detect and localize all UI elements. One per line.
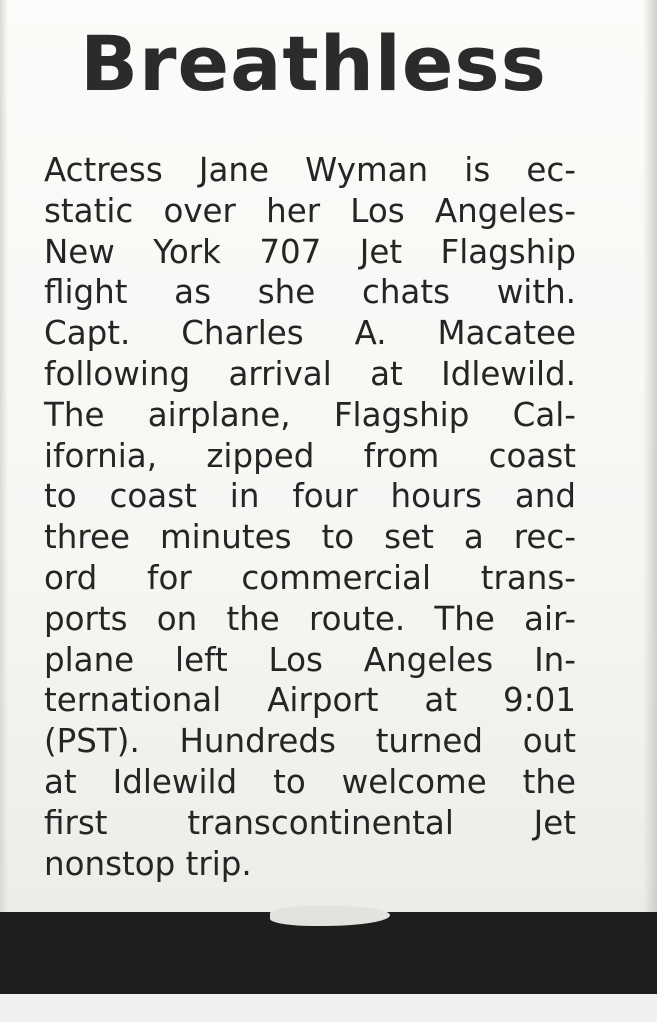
article-line: at Idlewild to welcome the bbox=[44, 762, 576, 801]
article-line: The airplane, Flagship Cal- bbox=[44, 395, 576, 434]
headline: Breathless bbox=[80, 19, 547, 108]
article-line: ports on the route. The air- bbox=[44, 599, 576, 638]
article-body bbox=[44, 150, 576, 884]
article-line: plane left Los Angeles In- bbox=[44, 640, 576, 679]
article-line: ternational Airport at 9:01 bbox=[44, 681, 576, 720]
article-line: static over her Los Angeles- bbox=[44, 191, 576, 230]
article-line: nonstop trip. bbox=[44, 844, 252, 883]
article-line: three minutes to set a rec- bbox=[44, 518, 576, 557]
article-line: Capt. Charles A. Macatee bbox=[44, 314, 576, 353]
article-line: flight as she chats with. bbox=[44, 273, 576, 312]
scan-bottom-margin bbox=[0, 994, 657, 1022]
article-line: ifornia, zipped from coast bbox=[44, 436, 576, 475]
article-line: New York 707 Jet Flagship bbox=[44, 232, 576, 271]
article-line: (PST). Hundreds turned out bbox=[44, 722, 576, 761]
article-line: first transcontinental Jet bbox=[44, 803, 576, 842]
article-line: to coast in four hours and bbox=[44, 477, 576, 516]
article-line: following arrival at Idlewild. bbox=[44, 354, 576, 393]
article-line: ord for commercial trans- bbox=[44, 558, 576, 597]
article-line: Actress Jane Wyman is ec- bbox=[44, 151, 576, 189]
